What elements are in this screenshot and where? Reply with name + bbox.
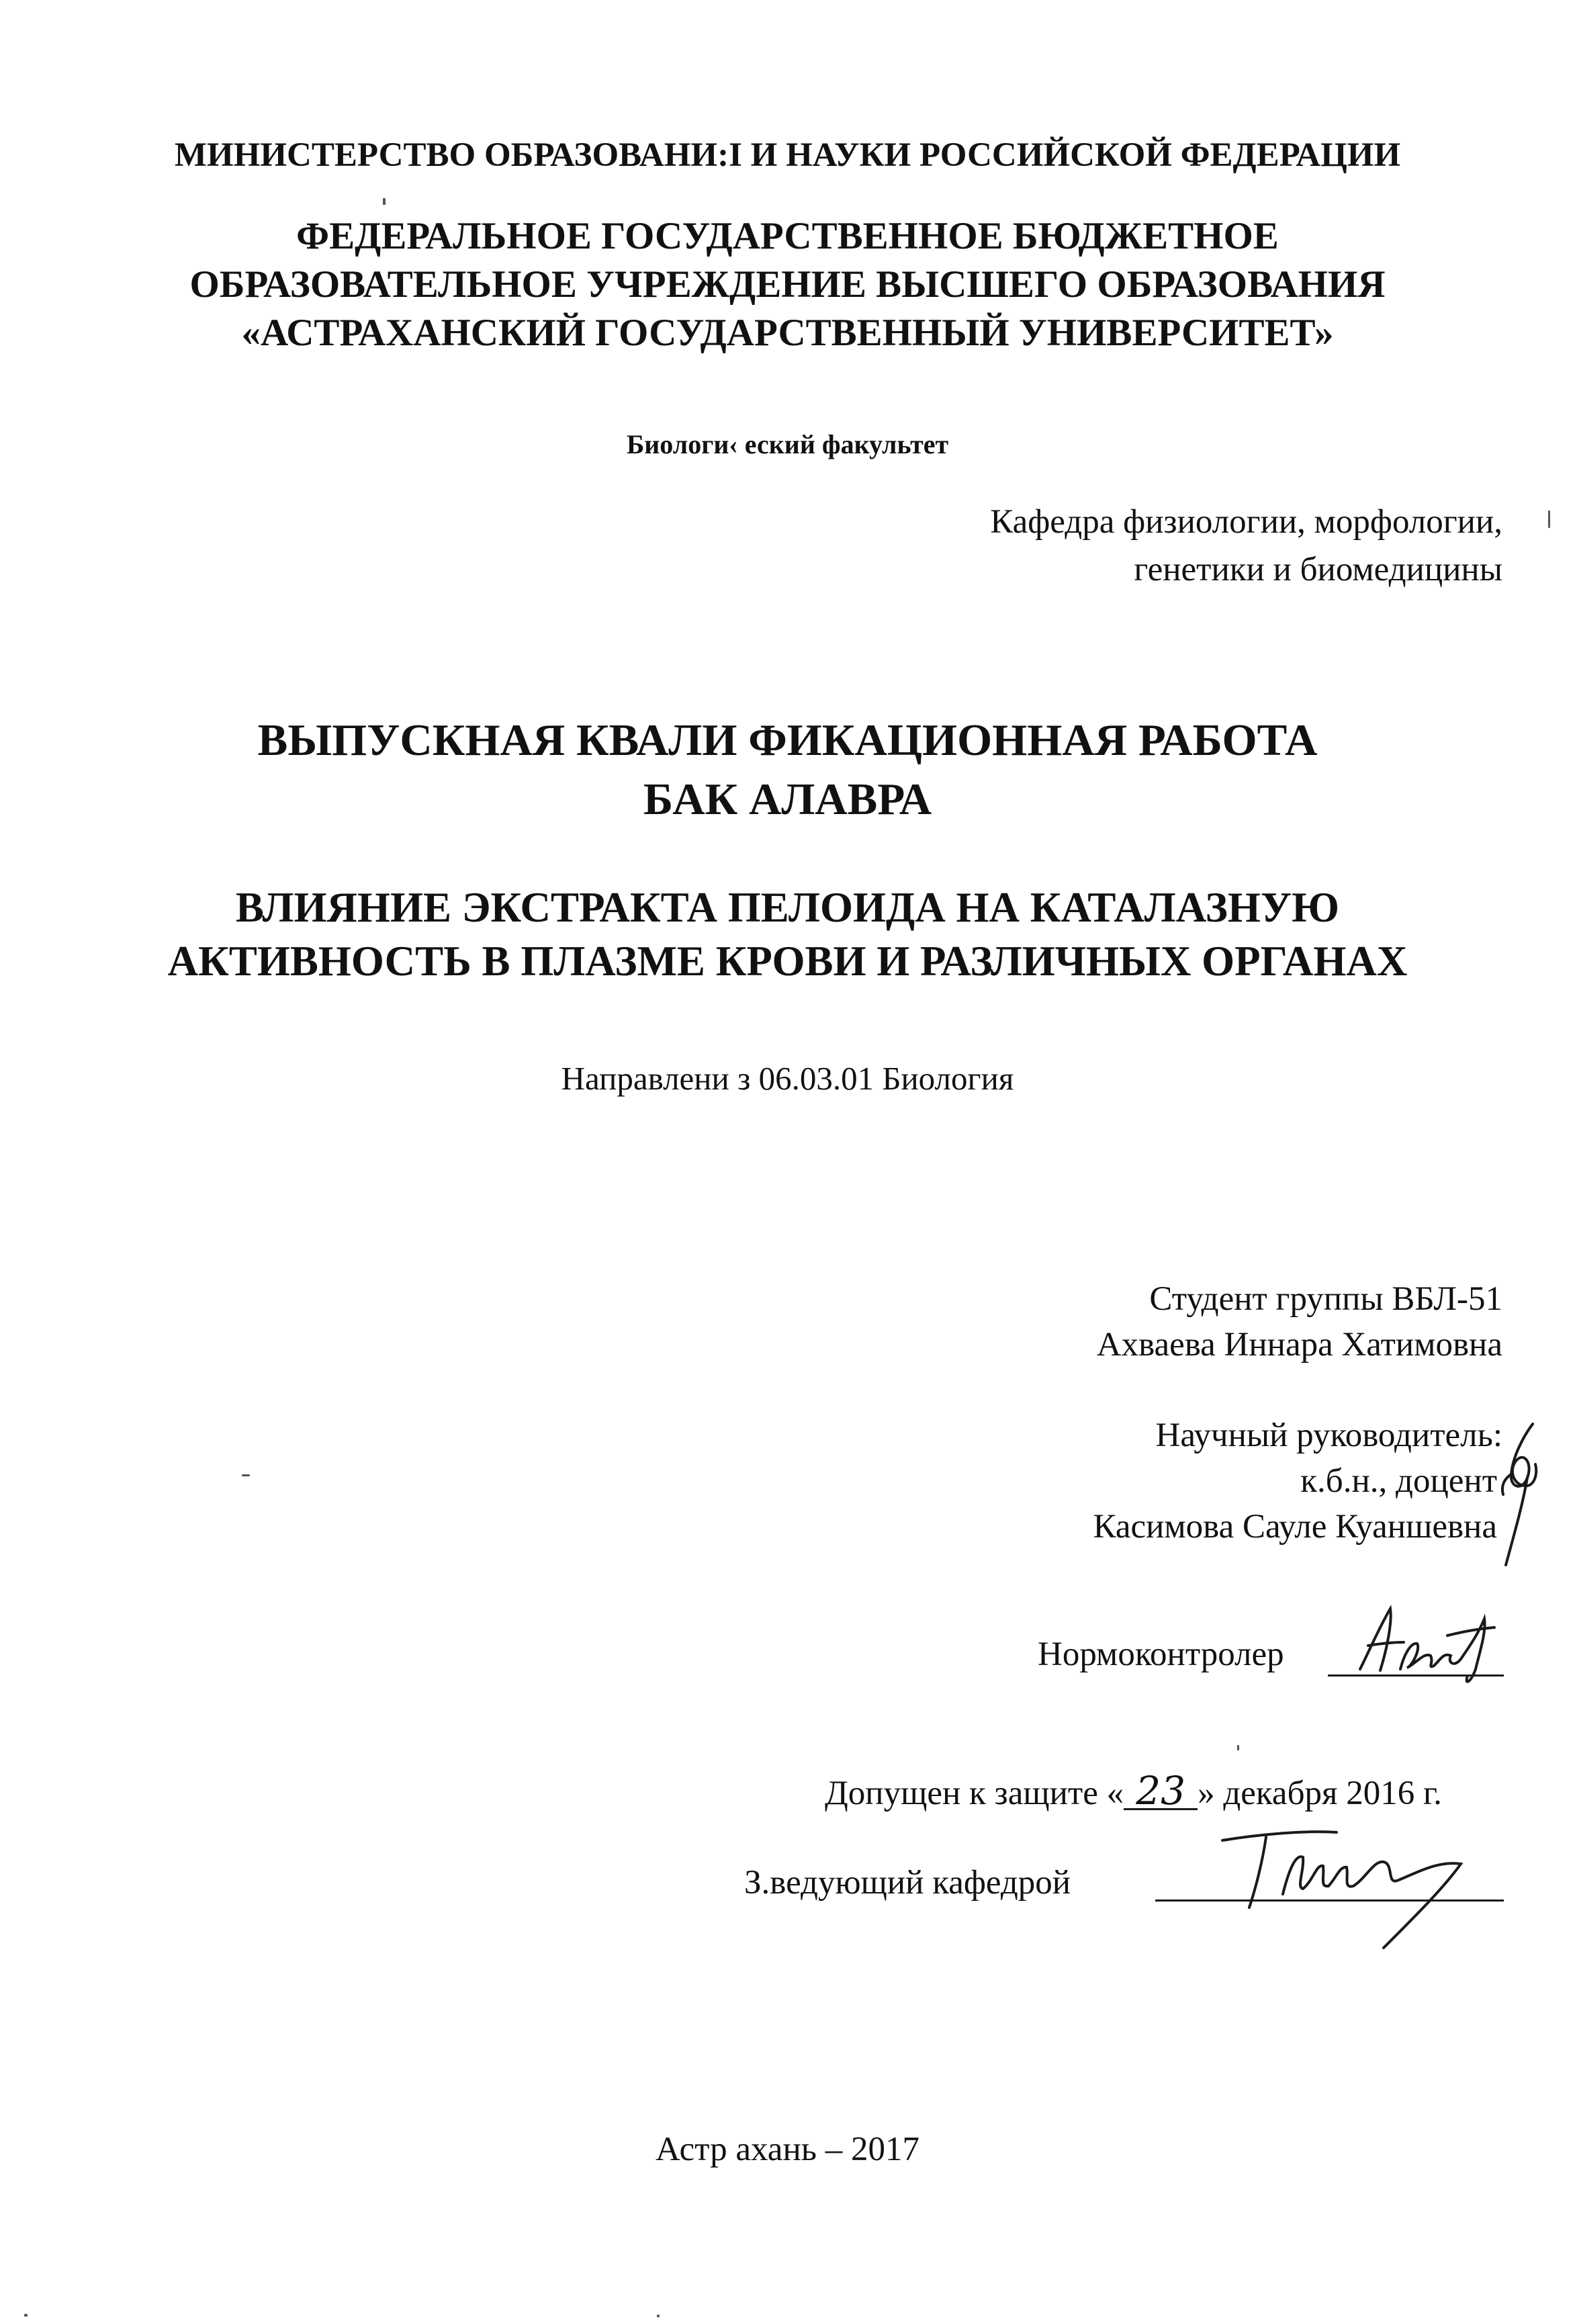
work-type-line-2: БАК АЛАВРА (643, 774, 932, 824)
student-group: Студент группы ВБЛ-51 (1149, 1280, 1502, 1318)
ministry-heading: МИНИСТЕРСТВО ОБРАЗОВАНИ:I И НАУКИ РОССИЙСКОЙ ФЕДЕРАЦИИ (174, 136, 1401, 174)
supervisor-signature-icon (1486, 1411, 1560, 1578)
university-name-line-1: ФЕДЕРАЛЬНОЕ ГОСУДАРСТВЕННОЕ БЮДЖЕТНОЕ (296, 215, 1279, 257)
admission-day: 23 (1124, 1773, 1198, 1810)
scan-speck (242, 1474, 250, 1476)
admission-suffix: » декабря 2016 г. (1198, 1775, 1442, 1812)
department-line-1: Кафедра физиологии, морфологии, (990, 503, 1502, 541)
scan-speck (383, 198, 386, 205)
student-name: Ахваева Иннара Хатимовна (1096, 1326, 1502, 1364)
supervisor-label: Научный руководитель: (1155, 1417, 1502, 1454)
work-type-line-1: ВЫПУСКНАЯ КВАЛИ ФИКАЦИОННАЯ РАБОТА (257, 715, 1318, 765)
scan-speck (657, 2315, 660, 2317)
admission-prefix: Допущен к защите « (825, 1775, 1124, 1812)
city-and-year: Астр ахань – 2017 (655, 2131, 919, 2168)
head-of-department-label: З.ведующий кафедрой (744, 1864, 1071, 1902)
faculty-name: Биологи‹ еский факультет (626, 429, 949, 459)
normcontrol-label: Нормоконтролер (1038, 1636, 1284, 1673)
university-name-line-3: «АСТРАХАНСКИЙ ГОСУДАРСТВЕННЫЙ УНИВЕРСИТЕТ» (241, 312, 1334, 354)
supervisor-name: Касимова Сауле Куаншевна (1093, 1508, 1497, 1546)
scan-speck (24, 2314, 28, 2317)
department-line-2: генетики и биомедицины (1134, 551, 1502, 588)
supervisor-degree: к.б.н., доцент (1300, 1462, 1497, 1500)
thesis-topic-line-1: ВЛИЯНИЕ ЭКСТРАКТА ПЕЛОИДА НА КАТАЛАЗНУЮ (235, 884, 1340, 931)
university-name-line-2: ОБРАЗОВАТЕЛЬНОЕ УЧРЕЖДЕНИЕ ВЫСШЕГО ОБРАЗОВАНИЯ (189, 263, 1386, 306)
head-signature-icon (1202, 1814, 1498, 1955)
scan-speck (1237, 1745, 1239, 1750)
defense-admission (825, 1768, 1442, 1814)
thesis-topic-line-2: АКТИВНОСТЬ В ПЛАЗМЕ КРОВИ И РАЗЛИЧНЫХ ОРГАНАХ (167, 938, 1408, 985)
normcontrol-signature-icon (1333, 1595, 1515, 1689)
scan-speck (1548, 510, 1550, 528)
study-direction: Направлени з 06.03.01 Биология (561, 1060, 1014, 1097)
